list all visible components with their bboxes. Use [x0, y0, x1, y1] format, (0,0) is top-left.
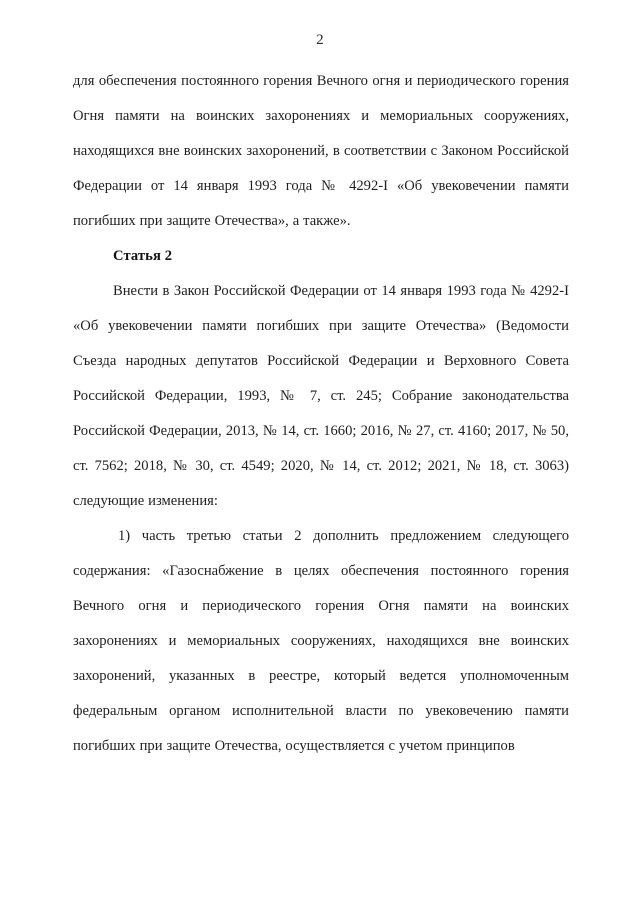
list-item-1: 1) часть третью статьи 2 дополнить предложением следующего содержания: «Газоснабжение в целях обеспечения постоянного горения Вечного огня и периодического горения Огня памяти на воинских захоронениях и мемориальных сооружениях, находящихся вне воинских захоронений, указанных в реестре, который ведется уполномоченным федеральным органом исполнительной власти по увековечению памяти погибших при защите Отечества, осуществляется с учетом принципов	[73, 528, 569, 754]
article-heading: Статья 2	[113, 248, 173, 264]
paragraph-continued: для обеспечения постоянного горения Вечного огня и периодического горения Огня памяти на воинских захоронениях и мемориальных сооружениях, находящихся вне воинских захоронений, в соответствии с Законом Российской Федерации от 14 января 1993 года № 4292-I «Об увековечении памяти погибших при защите Отечества», а также».	[73, 73, 569, 229]
article-intro-paragraph: Внести в Закон Российской Федерации от 14 января 1993 года № 4292-I «Об увековечении памяти погибших при защите Отечества» (Ведомости Съезда народных депутатов Российской Федерации и Верховного Совета Российской Федерации, 1993, № 7, ст. 245; Собрание законодательства Российской Федерации, 2013, № 14, ст. 1660; 2016, № 27, ст. 4160; 2017, № 50, ст. 7562; 2018, № 30, ст. 4549; 2020, № 14, ст. 2012; 2021, № 18, ст. 3063) следующие изменения:	[73, 283, 569, 509]
page-number: 2	[316, 32, 324, 48]
document-body	[73, 64, 569, 764]
